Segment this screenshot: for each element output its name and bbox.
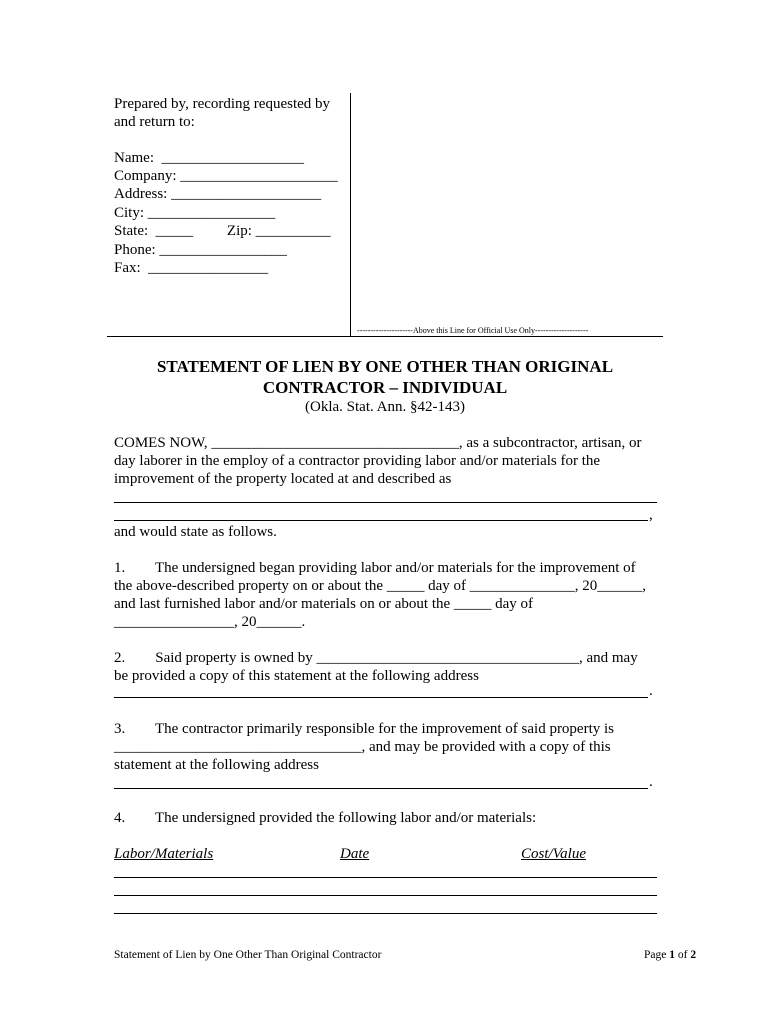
- intro-comma: ,: [649, 507, 653, 523]
- owner-address-blank: [114, 697, 648, 698]
- column-cost-value: Cost/Value: [521, 846, 587, 862]
- statute-citation: (Okla. Stat. Ann. §42-143): [305, 399, 465, 415]
- intro-line3: improvement of the property located at and described as: [114, 471, 452, 487]
- page-current: 1: [669, 949, 675, 961]
- intro-line2: day laborer in the employ of a contractor providing labor and/or materials for the: [114, 453, 601, 469]
- company-field: Company: _____________________: [114, 168, 338, 184]
- prepared-by-line2: and return to:: [114, 114, 195, 130]
- intro-line1: COMES NOW, _________________________________, as a subcontractor, artisan, or: [114, 435, 642, 451]
- footer-page-number: [644, 949, 696, 961]
- column-labor-materials: Labor/Materials: [114, 846, 214, 862]
- section2-line1: 2. Said property is owned by ___________________________________, and may: [114, 650, 638, 666]
- address-field: Address: ____________________: [114, 186, 322, 202]
- section2-line2: be provided a copy of this statement at the following address: [114, 668, 479, 684]
- section4-line1: 4. The undersigned provided the following labor and/or materials:: [114, 810, 537, 826]
- section3-line3: statement at the following address: [114, 757, 319, 773]
- document-title-line1: STATEMENT OF LIEN BY ONE OTHER THAN ORIGINAL: [156, 357, 614, 376]
- page-mid: of: [674, 949, 691, 961]
- prepared-by-line1: Prepared by, recording requested by: [114, 96, 331, 112]
- official-use-label: ---------------------Above this Line for Official Use Only--------------------: [357, 326, 589, 335]
- name-field: Name: ___________________: [114, 150, 304, 166]
- labor-row-blank-3: [114, 913, 657, 914]
- contractor-address-blank: [114, 788, 648, 789]
- intro-line4: and would state as follows.: [114, 524, 277, 540]
- labor-row-blank-2: [114, 895, 657, 896]
- section1-line3: and last furnished labor and/or materials on or about the _____ day of: [114, 596, 534, 612]
- phone-field: Phone: _________________: [114, 242, 287, 258]
- section1-line1: 1. The undersigned began providing labor and/or materials for the improvement of: [114, 560, 636, 576]
- header-divider-horizontal: [107, 336, 663, 337]
- section3-line1: 3. The contractor primarily responsible for the improvement of said property is: [114, 721, 615, 737]
- section3-line2: _________________________________, and may be provided with a copy of this: [114, 739, 611, 755]
- labor-row-blank-1: [114, 877, 657, 878]
- page-total: 2: [690, 949, 697, 961]
- page-prefix: Page: [644, 949, 670, 961]
- document-title-line2: CONTRACTOR – INDIVIDUAL: [262, 378, 508, 397]
- property-description-blank-2: [114, 520, 648, 521]
- section1-line2: the above-described property on or about the _____ day of ______________, 20______,: [114, 578, 646, 594]
- section2-period: .: [649, 683, 653, 699]
- property-description-blank-1: [114, 502, 657, 503]
- section1-line4: ________________, 20______.: [114, 614, 306, 630]
- fax-field: Fax: ________________: [114, 260, 269, 276]
- header-divider-vertical: [350, 93, 351, 336]
- state-zip-field: State: _____ Zip: __________: [114, 223, 331, 239]
- section3-period: .: [649, 774, 653, 790]
- city-field: City: _________________: [114, 205, 276, 221]
- column-date: Date: [340, 846, 370, 862]
- footer-document-title: Statement of Lien by One Other Than Original Contractor: [114, 949, 382, 961]
